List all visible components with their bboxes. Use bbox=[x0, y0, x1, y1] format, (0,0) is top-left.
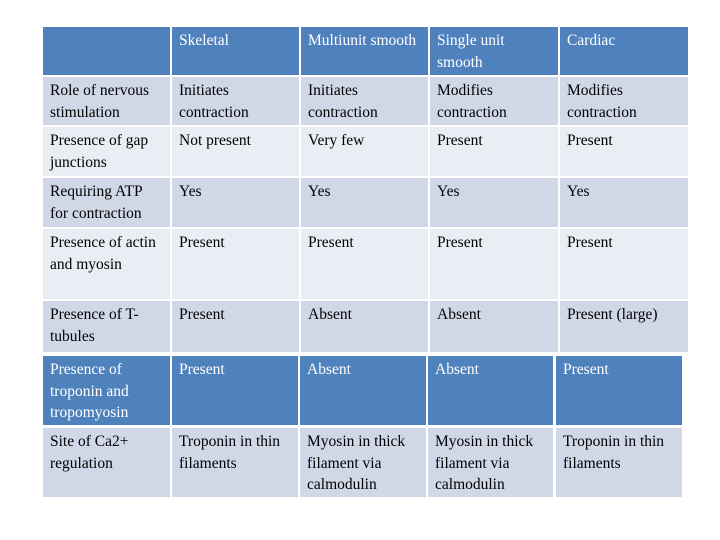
table-cell: Yes bbox=[430, 178, 558, 227]
row-label: Presence of T-tubules bbox=[43, 301, 170, 352]
row-label: Presence of gap junctions bbox=[43, 127, 170, 176]
table-cell: Initiates contraction bbox=[172, 77, 299, 125]
table-cell: Not present bbox=[172, 127, 299, 176]
table-cell: Very few bbox=[301, 127, 428, 176]
row-label: Presence of troponin and tropomyosin bbox=[43, 356, 170, 425]
table-cell: Absent bbox=[430, 301, 558, 352]
table-cell: Yes bbox=[560, 178, 688, 227]
row-label: Site of Ca2+ regulation bbox=[43, 428, 170, 497]
table-cell: Present bbox=[560, 127, 688, 176]
table-cell: Present bbox=[172, 356, 298, 425]
table-cell: Modifies contraction bbox=[560, 77, 688, 125]
table-cell: Absent bbox=[300, 356, 426, 425]
header-cardiac: Cardiac bbox=[560, 27, 688, 75]
table-cell: Yes bbox=[301, 178, 428, 227]
header-single-unit-smooth: Single unit smooth bbox=[430, 27, 558, 75]
table-cell: Absent bbox=[428, 356, 553, 425]
table-cell: Initiates contraction bbox=[301, 77, 428, 125]
table-cell: Myosin in thick filament via calmodulin bbox=[428, 428, 553, 497]
table-cell: Absent bbox=[301, 301, 428, 352]
table-cell: Present bbox=[430, 127, 558, 176]
table-cell: Present bbox=[172, 229, 299, 299]
table-cell: Present bbox=[172, 301, 299, 352]
row-label: Requiring ATP for contraction bbox=[43, 178, 170, 227]
header-multiunit-smooth: Multiunit smooth bbox=[301, 27, 428, 75]
table-cell: Present bbox=[301, 229, 428, 299]
table-cell: Present bbox=[556, 356, 682, 425]
header-cell-empty bbox=[43, 27, 170, 75]
header-skeletal: Skeletal bbox=[172, 27, 299, 75]
table-cell: Myosin in thick filament via calmodulin bbox=[300, 428, 426, 497]
table-cell: Present bbox=[560, 229, 688, 299]
row-label: Presence of actin and myosin bbox=[43, 229, 170, 299]
table-cell: Troponin in thin filaments bbox=[556, 428, 682, 497]
table-cell: Modifies contraction bbox=[430, 77, 558, 125]
table-cell: Yes bbox=[172, 178, 299, 227]
table-cell: Present (large) bbox=[560, 301, 688, 352]
table-cell: Troponin in thin filaments bbox=[172, 428, 298, 497]
row-label: Role of nervous stimulation bbox=[43, 77, 170, 125]
table-cell: Present bbox=[430, 229, 558, 299]
